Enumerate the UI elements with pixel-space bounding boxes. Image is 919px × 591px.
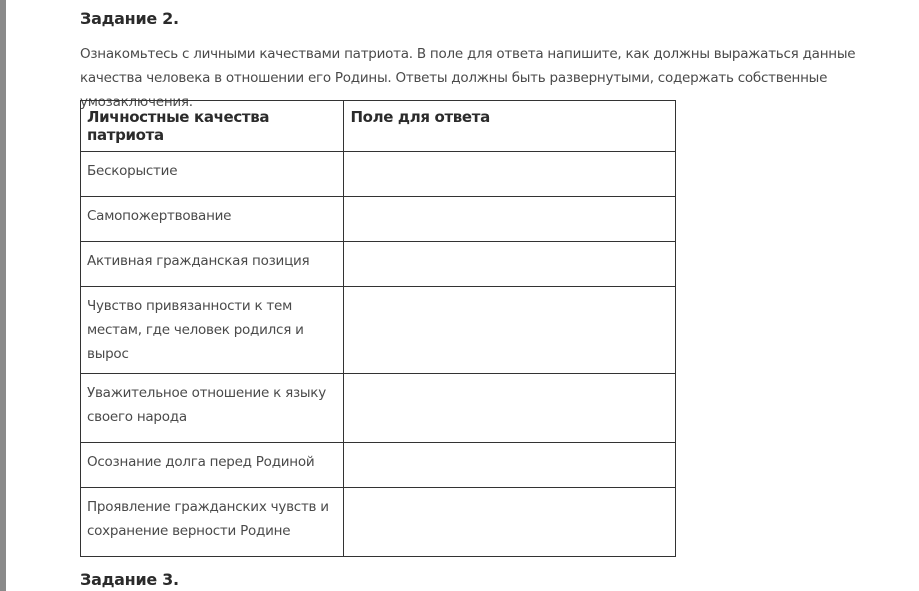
- quality-cell: Активная гражданская позиция: [81, 242, 344, 287]
- table-row: [81, 242, 676, 287]
- table-row: [81, 152, 676, 197]
- table-row: [81, 443, 676, 488]
- header-qualities: Личностные качества патриота: [81, 101, 344, 152]
- answer-field[interactable]: [344, 443, 676, 488]
- answer-field[interactable]: [344, 488, 676, 557]
- quality-cell: Бескорыстие: [81, 152, 344, 197]
- task-3-heading: Задание 3.: [80, 570, 179, 589]
- answer-field[interactable]: [344, 287, 676, 374]
- header-answer-field: Поле для ответа: [344, 101, 676, 152]
- quality-cell: Самопожертвование: [81, 197, 344, 242]
- window-left-edge: [0, 0, 6, 591]
- quality-cell: Уважительное отношение к языку своего народа: [81, 374, 344, 443]
- table-row: [81, 197, 676, 242]
- answer-field[interactable]: [344, 152, 676, 197]
- quality-cell: Проявление гражданских чувств и сохранение верности Родине: [81, 488, 344, 557]
- quality-cell: Чувство привязанности к тем местам, где человек родился и вырос: [81, 287, 344, 374]
- task-2-instructions: Ознакомьтесь с личными качествами патриота. В поле для ответа напишите, как должны выражаться данные качества человека в отношении его Родины. Ответы должны быть развернутыми, содержать собственные умозаключения.: [80, 46, 856, 110]
- answer-field[interactable]: [344, 374, 676, 443]
- answer-field[interactable]: [344, 242, 676, 287]
- task-2-heading: Задание 2.: [80, 9, 179, 28]
- answer-field[interactable]: [344, 197, 676, 242]
- table-row: [81, 488, 676, 557]
- table-row: [81, 287, 676, 374]
- table-header-row: [81, 101, 676, 152]
- patriot-qualities-table: [80, 100, 676, 557]
- quality-cell: Осознание долга перед Родиной: [81, 443, 344, 488]
- table-row: [81, 374, 676, 443]
